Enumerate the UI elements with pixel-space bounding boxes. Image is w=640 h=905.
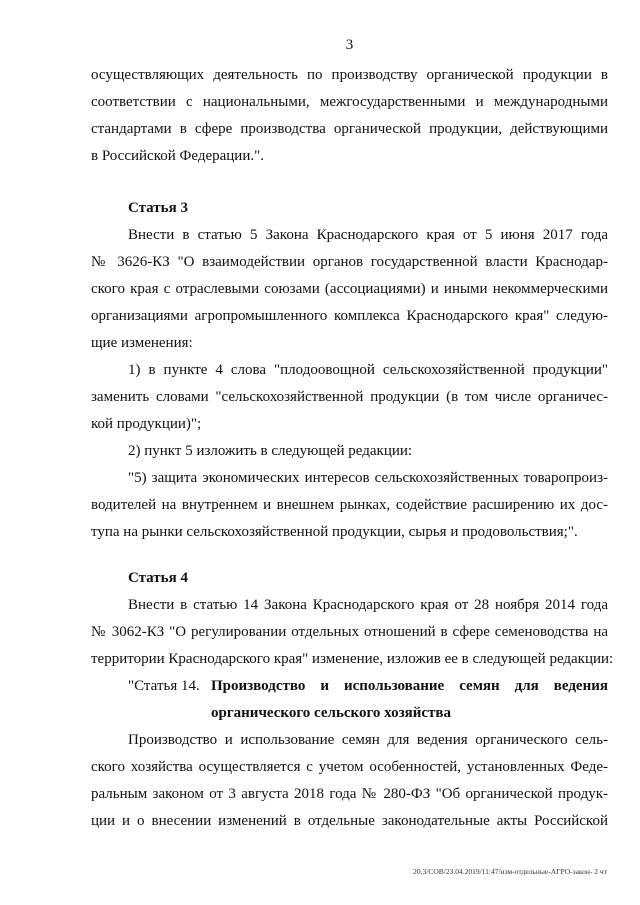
text-line: № 3062-КЗ "О регулировании отдельных отношений в сфере семеноводства на <box>91 624 608 640</box>
quoted-article-title: Производство и использование семян для ведения <box>211 678 608 694</box>
text-line: ции и о внесении изменений в отдельные законодательные акты Российской <box>91 813 608 829</box>
intro-paragraph <box>91 62 608 170</box>
spacer <box>91 546 608 565</box>
text-line: ральным законом от 3 августа 2018 года № 280-ФЗ "Об органической продук- <box>91 786 608 802</box>
page-number: 3 <box>345 37 354 53</box>
text-line: ского края с отраслевыми союзами (ассоциациями) и иными некоммерческими <box>91 281 608 297</box>
text-line: № 3626-КЗ "О взаимодействии органов государственной власти Краснодар- <box>91 254 608 270</box>
text-line: 2) пункт 5 изложить в следующей редакции: <box>128 443 413 459</box>
document-footer-code: 20.3/СОВ/23.04.2019/11:47/изм-отдельные-АГРО-закон- 2 чт <box>413 867 607 876</box>
spacer <box>91 170 608 195</box>
quoted-article-heading <box>91 673 608 700</box>
text-line: стандартами в сфере производства органической продукции, действующими <box>91 121 608 137</box>
document-body <box>91 62 614 835</box>
text-line: Производство и использование семян для ведения органического сель- <box>128 732 608 748</box>
text-line: "5) защита экономических интересов сельскохозяйственных товаропроиз- <box>128 470 608 486</box>
text-line: тупа на рынки сельскохозяйственной продукции, сырья и продовольствия;". <box>91 524 578 540</box>
text-line: заменить словами "сельскохозяйственной продукции (в том числе органичес- <box>91 389 608 405</box>
text-line: кой продукции)"; <box>91 416 202 432</box>
text-line: организациями агропромышленного комплекса Краснодарского края" следую- <box>91 308 608 324</box>
text-line: Внести в статью 14 Закона Краснодарского края от 28 ноября 2014 года <box>128 597 608 613</box>
text-line: соответствии с национальными, межгосударственными и международными <box>91 94 608 110</box>
article-heading: Статья 4 <box>128 570 188 586</box>
article-4 <box>91 565 614 835</box>
article-heading: Статья 3 <box>128 200 188 216</box>
text-line: водителей на внутреннем и внешнем рынках, содействие расширению их дос- <box>91 497 608 513</box>
quoted-article-label: "Статья 14. <box>128 678 200 694</box>
article-3 <box>91 195 608 546</box>
text-line: ского хозяйства осуществляется с учетом особенностей, установленных Феде- <box>91 759 608 775</box>
text-line: 1) в пункте 4 слова "плодоовощной сельскохозяйственной продукции" <box>128 362 608 378</box>
text-line: в Российской Федерации.". <box>91 148 264 164</box>
text-line: щие изменения: <box>91 335 193 351</box>
quoted-article-title-continued: органического сельского хозяйства <box>211 705 452 721</box>
text-line: Внести в статью 5 Закона Краснодарского края от 5 июня 2017 года <box>128 227 608 243</box>
text-line: осуществляющих деятельность по производству органической продукции в <box>91 67 608 83</box>
text-line: территории Краснодарского края" изменение, изложив ее в следующей редакции: <box>91 651 614 667</box>
